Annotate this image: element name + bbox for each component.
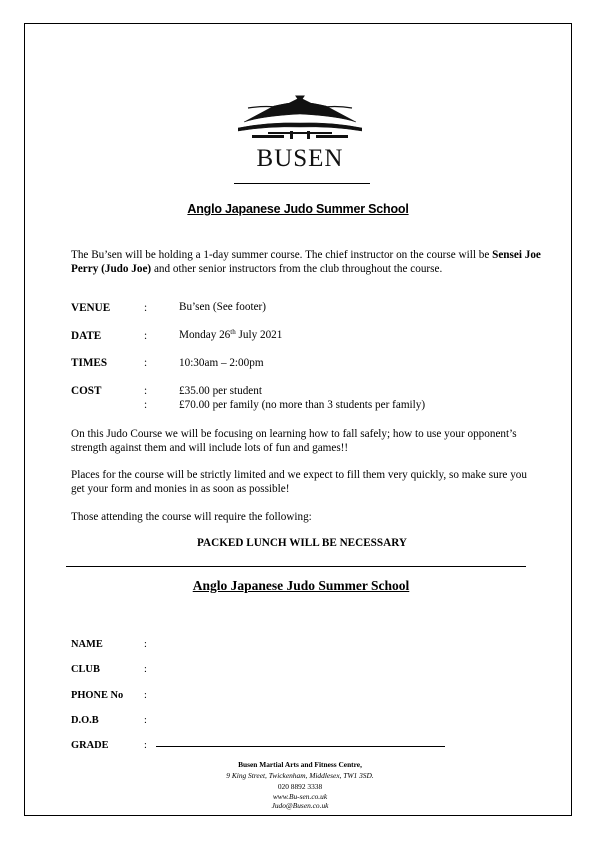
cost-value-student: £35.00 per student <box>179 385 262 397</box>
phone-colon: : <box>144 690 147 701</box>
form-divider <box>66 566 526 567</box>
phone-label: PHONE No <box>71 690 124 701</box>
packed-lunch-notice: PACKED LUNCH WILL BE NECESSARY <box>197 537 407 549</box>
venue-label: VENUE <box>71 302 111 314</box>
date-label: DATE <box>71 330 102 342</box>
cost-colon-1: : <box>144 385 148 397</box>
dob-colon: : <box>144 715 147 726</box>
busen-logo <box>238 94 362 172</box>
logo-text: BUSEN <box>256 145 344 172</box>
grade-line <box>156 746 445 747</box>
cost-label: COST <box>71 385 102 397</box>
club-colon: : <box>144 664 147 675</box>
times-colon: : <box>144 357 148 369</box>
name-label: NAME <box>71 639 103 650</box>
intro-paragraph <box>71 248 541 276</box>
name-colon: : <box>144 639 147 650</box>
course-description: On this Judo Course we will be focusing on learning how to fall safely; how to use your opponent’s strength against them and will include lots of fun and games!! <box>71 428 517 454</box>
footer-website[interactable]: www.Bu-sen.co.uk <box>272 792 328 801</box>
club-label: CLUB <box>71 664 100 675</box>
footer-email[interactable]: Judo@Busen.co.uk <box>271 801 329 810</box>
form-title: Anglo Japanese Judo Summer School <box>192 578 410 593</box>
cost-value-family: £70.00 per family (no more than 3 students per family) <box>179 399 426 411</box>
cost-colon-2: : <box>144 399 148 411</box>
places-notice: Places for the course will be strictly limited and we expect to fill them very quickly, so make sure you get your form and monies in as soon as possible! <box>71 469 527 495</box>
requirements-intro: Those attending the course will require the following: <box>71 511 312 523</box>
intro-text-2: and other senior instructors from the club throughout the course. <box>151 263 443 275</box>
grade-label: GRADE <box>71 740 109 751</box>
venue-colon: : <box>144 302 148 314</box>
page-title: Anglo Japanese Judo Summer School <box>187 202 409 216</box>
times-label: TIMES <box>71 357 108 369</box>
instructor-name: Sensei Joe Perry (Judo Joe) <box>71 249 541 275</box>
footer-phone: 020 8892 3338 <box>277 782 323 791</box>
grade-colon: : <box>144 740 147 751</box>
dob-label: D.O.B <box>71 715 99 726</box>
date-colon: : <box>144 330 148 342</box>
footer-address: 9 King Street, Twickenham, Middlesex, TW1 3SD. <box>226 771 374 780</box>
footer-name: Busen Martial Arts and Fitness Centre, <box>238 760 362 769</box>
times-value: 10:30am – 2:00pm <box>179 357 264 369</box>
logo-underline <box>234 183 370 184</box>
venue-value: Bu’sen (See footer) <box>179 301 266 313</box>
intro-text-1: The Bu’sen will be holding a 1-day summer course. The chief instructor on the course will be <box>71 249 490 261</box>
date-value: Monday 26th July 2021 <box>179 328 283 341</box>
